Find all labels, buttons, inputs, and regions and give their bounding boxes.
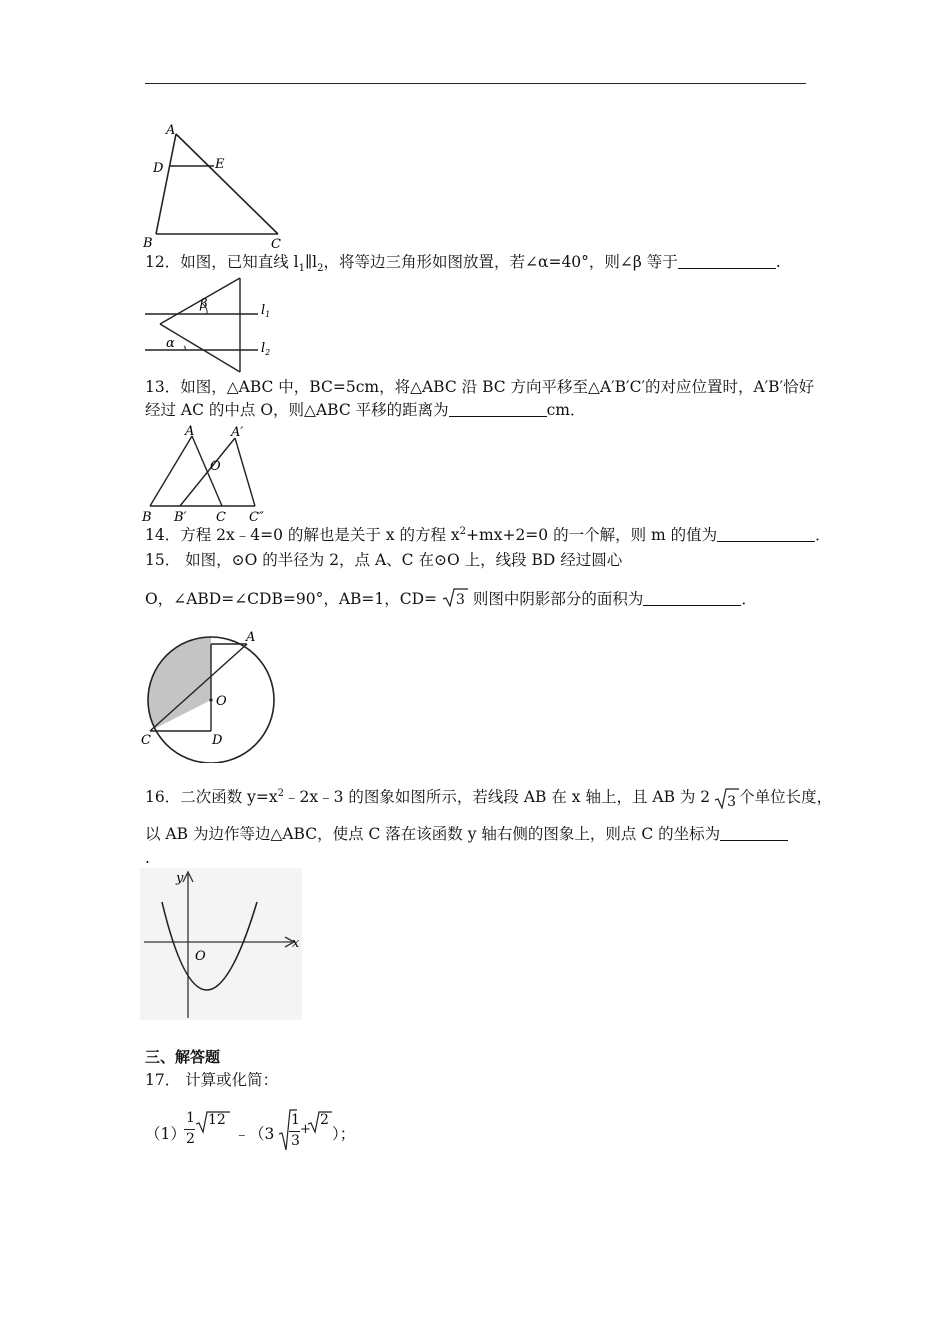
q14-text-a: 14．方程 2x﹣4=0 的解也是关于 x 的方程 x: [145, 526, 460, 544]
q17-radicand-12: 12: [208, 1112, 226, 1128]
q16-sqrt: [715, 789, 739, 810]
q12-text-b: ∥l: [305, 253, 318, 271]
q17-frac-num: 1: [186, 1110, 195, 1126]
q17-inner-den: 3: [291, 1133, 300, 1149]
q13-label-o: O: [210, 459, 221, 474]
q13-text-a: 经过 AC 的中点 O，则△ABC 平移的距离为: [145, 401, 449, 419]
q16-text-line2: 以 AB 为边作等边△ABC，使点 C 落在该函数 y 轴右侧的图象上，则点 C 的坐标为: [145, 825, 721, 843]
q12-text: [145, 251, 781, 273]
q13-label-c-prime: C″: [249, 510, 264, 525]
header-rule: [145, 83, 806, 84]
q16-line1: [145, 786, 832, 808]
q11-triangle-figure: [140, 120, 290, 252]
q17-close: ）；: [332, 1125, 356, 1143]
q13-label-a-prime: A′: [231, 425, 244, 440]
q13-text-b: cm．: [546, 401, 586, 419]
q16-text-c: 个单位长度，: [739, 788, 833, 806]
q17-title: 17． 计算或化简：: [145, 1071, 279, 1089]
q15-label-c: C: [141, 733, 151, 748]
q16-sup: 2: [277, 787, 285, 799]
q13-line2: [145, 399, 586, 421]
q14-text: [145, 524, 831, 546]
q15-answer-blank[interactable]: [643, 589, 741, 606]
q14-text-b: +mx+2=0 的一个解，则 m 的值为: [466, 526, 718, 544]
q16-line3: .: [145, 849, 150, 867]
q14-answer-blank[interactable]: [717, 525, 815, 542]
q12-sub1: 1: [298, 263, 305, 275]
q15-sqrt: [442, 589, 468, 607]
q17-plus: +: [300, 1122, 311, 1137]
q15-end: ．: [741, 590, 757, 608]
q15-label-o: O: [216, 694, 227, 709]
q16-label-y: y: [176, 871, 184, 886]
q17-open: （3: [249, 1125, 275, 1143]
q12-parallel-lines-figure: [140, 274, 280, 374]
q17-frac-bar: [184, 1129, 195, 1130]
q12-label-beta: β: [200, 297, 208, 312]
q13-answer-blank[interactable]: [449, 400, 547, 417]
q15-label-a: A: [246, 630, 256, 645]
q11-label-d: D: [153, 161, 164, 176]
q11-label-c: C: [271, 237, 281, 252]
q13-label-c: C: [216, 510, 226, 525]
q15-line1: 15． 如图，⊙O 的半径为 2，点 A、C 在⊙O 上，线段 BD 经过圆心: [145, 551, 623, 569]
q15-radicand: 3: [455, 592, 465, 608]
q17-inner-bar: [289, 1131, 300, 1132]
q13-label-b-prime: B′: [174, 510, 187, 525]
q15-text-b: 则图中阴影部分的面积为: [472, 590, 644, 608]
section-3-title: 三、解答题: [145, 1048, 221, 1066]
q16-answer-blank[interactable]: [720, 824, 788, 841]
q12-label-l1: $l_1$: [261, 303, 271, 319]
q16-text-a: 16．二次函数 y=x: [145, 788, 278, 806]
q16-parabola-figure: [140, 868, 302, 1020]
q14-end: ．: [815, 526, 831, 544]
q12-text-c: ，将等边三角形如图放置，若∠α=40°，则∠β 等于: [323, 253, 678, 271]
q17-radicand-2: 2: [320, 1112, 329, 1128]
q16-label-x: x: [292, 936, 300, 951]
q11-label-b: B: [143, 236, 153, 251]
q13-label-b: B: [142, 510, 152, 525]
q14-sup: 2: [459, 525, 467, 537]
q16-radicand: 3: [727, 794, 737, 810]
q15-label-d: D: [212, 733, 223, 748]
q17-frac-den: 2: [186, 1131, 195, 1147]
q12-text-a: 如图，已知直线 l: [180, 253, 299, 271]
q16-label-o: O: [195, 949, 206, 964]
q16-line2: [145, 823, 788, 845]
q13-line1: 13．如图，△ABC 中，BC=5cm，将△ABC 沿 BC 方向平移至△A′B′C′的对应位置时，A′B′恰好: [145, 378, 815, 396]
q12-label-l2: $l_2$: [261, 341, 271, 357]
q11-label-a: A: [166, 123, 176, 138]
q16-text-b: ﹣2x﹣3 的图象如图所示，若线段 AB 在 x 轴上，且 AB 为 2: [284, 788, 711, 806]
q17-inner-num: 1: [291, 1112, 300, 1128]
q15-circle-figure: [138, 625, 283, 763]
q17-minus: ﹣: [234, 1125, 250, 1143]
q12-num: 12．: [145, 253, 181, 271]
q13-translation-figure: [140, 422, 275, 526]
q17-part1-label: （1）: [145, 1125, 186, 1143]
q12-label-alpha: α: [166, 336, 175, 351]
q12-answer-blank[interactable]: [678, 252, 776, 269]
q11-label-e: E: [215, 157, 225, 172]
q13-label-a: A: [185, 424, 195, 439]
q12-sub2: 2: [317, 263, 324, 275]
q12-end: .: [775, 253, 781, 271]
q15-line2: [145, 588, 757, 610]
q15-text-a: O，∠ABD=∠CDB=90°，AB=1，CD=: [145, 590, 438, 608]
q17-part1-expression: [145, 1108, 375, 1156]
